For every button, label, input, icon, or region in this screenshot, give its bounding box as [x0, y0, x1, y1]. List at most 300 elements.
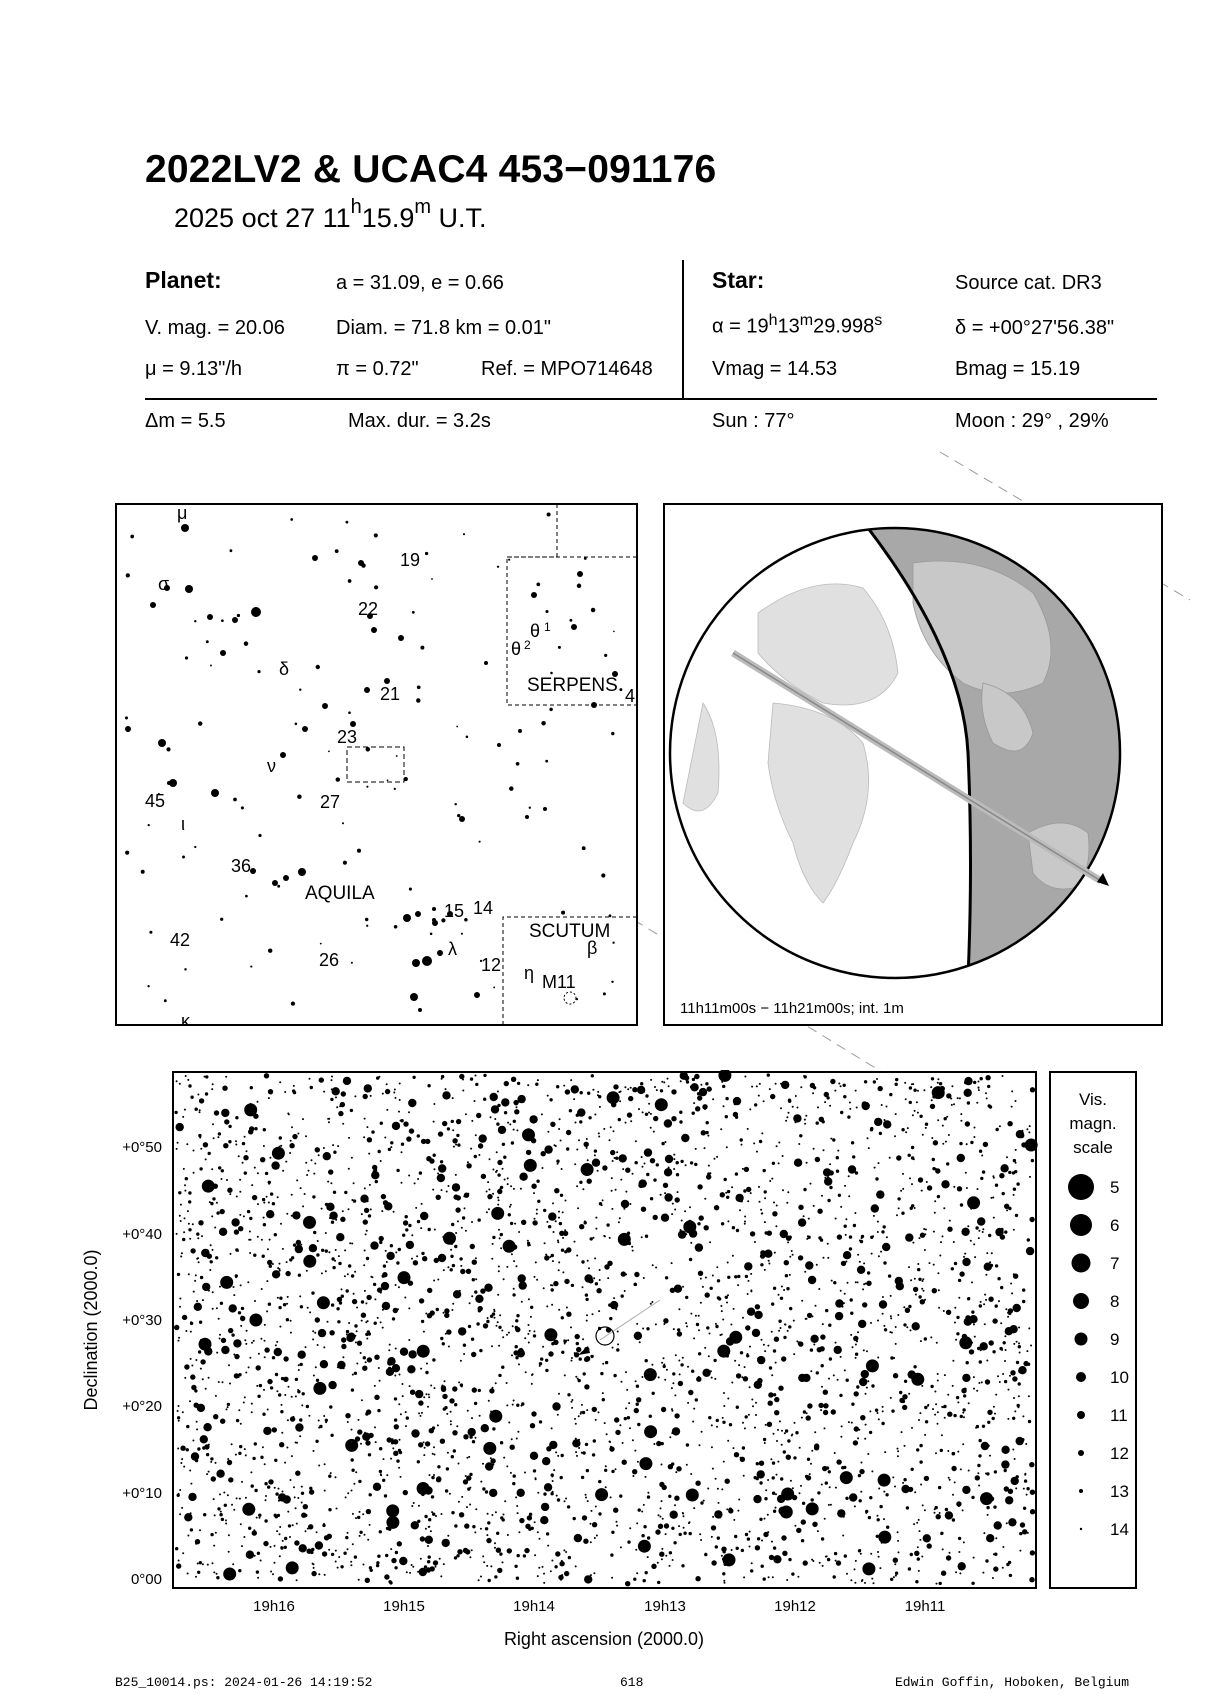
star-dot: [514, 1223, 516, 1225]
star-dot: [489, 1158, 491, 1160]
star-dot: [399, 1374, 401, 1376]
star-dot: [890, 1397, 892, 1399]
star-dot: [468, 1428, 476, 1436]
star-dot: [572, 1439, 580, 1447]
star-dot: [443, 1563, 445, 1565]
star-dot: [910, 1207, 913, 1210]
star-dot: [210, 1457, 213, 1460]
star-dot: [506, 1465, 508, 1467]
star-dot: [317, 1344, 319, 1346]
star-dot: [942, 1548, 944, 1550]
star-dot: [432, 907, 436, 911]
star-dot: [527, 1240, 529, 1242]
star-dot: [862, 1302, 867, 1307]
star-dot: [249, 1314, 262, 1327]
star-dot: [508, 1332, 510, 1334]
star-dot: [576, 1455, 578, 1457]
star-dot: [220, 918, 223, 921]
star-dot: [882, 1410, 884, 1412]
star-dot: [863, 1262, 865, 1264]
star-dot: [801, 1300, 803, 1302]
star-dot: [475, 1083, 478, 1086]
star-dot: [985, 1075, 990, 1080]
star-dot: [242, 1142, 245, 1145]
star-dot: [648, 1103, 650, 1105]
star-dot: [205, 1158, 207, 1160]
star-dot: [876, 1078, 878, 1080]
star-dot: [610, 1496, 612, 1498]
star-dot: [812, 1522, 817, 1527]
star-dot: [188, 1493, 196, 1501]
star-dot: [956, 1332, 959, 1335]
star-dot: [428, 1555, 431, 1558]
star-dot: [671, 1432, 673, 1434]
star-dot: [497, 1104, 500, 1107]
star-dot: [1016, 1182, 1019, 1185]
star-dot: [631, 1246, 633, 1248]
star-dot: [436, 1308, 439, 1311]
star-dot: [406, 1241, 414, 1249]
star-dot: [223, 1492, 225, 1494]
star-dot: [618, 1091, 620, 1093]
star-dot: [251, 1342, 253, 1344]
star-dot: [632, 1173, 634, 1175]
star-dot: [498, 1374, 501, 1377]
star-dot: [671, 1089, 676, 1094]
star-dot: [380, 1122, 383, 1125]
star-dot: [353, 1483, 355, 1485]
star-dot: [656, 1163, 659, 1166]
star-dot: [775, 1493, 777, 1495]
star-dot: [635, 1140, 637, 1142]
star-dot: [416, 698, 420, 702]
star-dot: [329, 1330, 334, 1335]
star-dot: [302, 1392, 305, 1395]
star-dot: [341, 1344, 346, 1349]
star-dot: [187, 1210, 189, 1212]
star-dot: [672, 1372, 675, 1375]
star-dot: [405, 1411, 407, 1413]
star-dot: [642, 1091, 644, 1093]
star-dot: [867, 1453, 869, 1455]
star-dot: [803, 1410, 806, 1413]
star-dot: [177, 1448, 179, 1450]
star-dot: [208, 1377, 210, 1379]
star-dot: [363, 1356, 366, 1359]
star-dot: [196, 1232, 199, 1235]
star-dot: [537, 1531, 539, 1533]
star-dot: [442, 1539, 450, 1547]
star-dot: [240, 1423, 242, 1425]
star-dot: [279, 1326, 281, 1328]
star-dot: [299, 1295, 301, 1297]
star-dot: [627, 1416, 630, 1419]
star-dot: [512, 1293, 515, 1296]
star-dot: [597, 1091, 599, 1093]
star-dot: [351, 962, 353, 964]
star-dot: [820, 1238, 823, 1241]
star-dot: [807, 1313, 812, 1318]
star-dot: [517, 1489, 525, 1497]
star-dot: [351, 1388, 354, 1391]
star-dot: [825, 1309, 828, 1312]
star-dot: [238, 1376, 240, 1378]
star-dot: [822, 1323, 824, 1325]
star-dot: [187, 1079, 189, 1081]
star-dot: [222, 1086, 227, 1091]
star-dot: [1000, 1234, 1005, 1239]
star-dot: [492, 1236, 495, 1239]
star-dot: [966, 1143, 968, 1145]
star-dot: [615, 1468, 617, 1470]
star-dot: [468, 1325, 471, 1328]
star-dot: [379, 1236, 384, 1241]
star-dot: [759, 1201, 761, 1203]
star-dot: [493, 986, 495, 988]
star-dot: [212, 1562, 214, 1564]
star-dot: [695, 1576, 700, 1581]
star-dot: [687, 1402, 689, 1404]
star-dot: [390, 1458, 392, 1460]
star-dot: [325, 1270, 327, 1272]
star-dot: [270, 1386, 273, 1389]
svg-text:+0°30: +0°30: [122, 1312, 162, 1329]
star-dot: [980, 1349, 982, 1351]
star-dot: [773, 1287, 776, 1290]
star-dot: [176, 1233, 178, 1235]
star-dot: [590, 1237, 593, 1240]
star-dot: [627, 1112, 632, 1117]
star-dot: [683, 1515, 685, 1517]
star-dot: [813, 1205, 815, 1207]
star-dot: [890, 1578, 893, 1581]
star-dot: [602, 1363, 604, 1365]
star-dot: [606, 1433, 608, 1435]
star-dot: [266, 1210, 274, 1218]
star-dot: [190, 1248, 195, 1253]
star-dot: [925, 1420, 928, 1423]
star-dot: [924, 1476, 929, 1481]
star-dot: [646, 1327, 649, 1330]
star-dot: [361, 1300, 364, 1303]
star-dot: [306, 1270, 308, 1272]
star-dot: [788, 1558, 791, 1561]
star-dot: [251, 1484, 254, 1487]
star-dot: [599, 1106, 601, 1108]
star-dot: [395, 1551, 398, 1554]
star-dot: [498, 1229, 500, 1231]
star-dot: [721, 1222, 724, 1225]
star-dot: [693, 1507, 695, 1509]
star-dot: [490, 1565, 492, 1567]
star-dot: [471, 1417, 473, 1419]
star-dot: [471, 1338, 474, 1341]
star-dot: [733, 1308, 735, 1310]
star-dot: [506, 1334, 508, 1336]
star-dot: [773, 1433, 775, 1435]
star-dot: [619, 1217, 621, 1219]
star-dot: [533, 1330, 535, 1332]
star-dot: [918, 1419, 920, 1421]
star-dot: [1018, 1342, 1020, 1344]
star-dot: [587, 1179, 592, 1184]
star-dot: [715, 1478, 717, 1480]
star-dot: [557, 1241, 559, 1243]
star-dot: [980, 1077, 983, 1080]
star-dot: [587, 1159, 589, 1161]
star-dot: [497, 1294, 499, 1296]
star-dot: [509, 1206, 511, 1208]
star-dot: [228, 1140, 231, 1143]
star-dot: [176, 1563, 181, 1568]
star-dot: [558, 1128, 560, 1130]
star-dot: [859, 1469, 864, 1474]
star-dot: [486, 1191, 488, 1193]
star-dot: [370, 1241, 378, 1249]
star-dot: [727, 1220, 729, 1222]
star-dot: [597, 1170, 599, 1172]
star-dot: [307, 1528, 309, 1530]
star-dot: [755, 1545, 760, 1550]
star-dot: [191, 1365, 193, 1367]
star-dot: [565, 1200, 567, 1202]
star-dot: [562, 1237, 564, 1239]
star-dot: [509, 786, 514, 791]
svg-text:19h12: 19h12: [774, 1598, 816, 1615]
star-dot: [811, 1559, 813, 1561]
star-dot: [141, 870, 145, 874]
star-dot: [263, 1128, 266, 1131]
star-dot: [844, 1293, 846, 1295]
star-dot: [392, 1447, 394, 1449]
star-dot: [567, 1393, 570, 1396]
star-dot: [566, 1147, 569, 1150]
star-dot: [799, 1134, 802, 1137]
star-dot: [558, 1211, 560, 1213]
star-dot: [717, 1279, 720, 1282]
star-dot: [227, 1460, 232, 1465]
star-dot: [902, 1188, 904, 1190]
star-dot: [571, 1360, 573, 1362]
star-dot: [561, 911, 565, 915]
star-dot: [267, 1260, 272, 1265]
star-dot: [1028, 1395, 1030, 1397]
star-dot: [751, 1399, 753, 1401]
star-dot: [571, 1357, 573, 1359]
star-dot: [536, 1279, 538, 1281]
star-dot: [920, 1484, 922, 1486]
star-dot: [289, 1143, 294, 1148]
star-dot: [661, 1500, 663, 1502]
star-dot: [516, 1129, 518, 1131]
star-dot: [906, 1506, 909, 1509]
star-dot: [901, 1212, 904, 1215]
star-dot: [920, 1233, 925, 1238]
star-dot: [400, 1348, 408, 1356]
star-dot: [869, 1496, 872, 1499]
star-dot: [915, 1580, 918, 1583]
star-dot: [418, 1008, 422, 1012]
star-dot: [370, 1276, 372, 1278]
star-dot: [440, 1337, 443, 1340]
star-dot: [744, 1076, 746, 1078]
star-dot: [768, 1260, 770, 1262]
star-dot: [636, 1522, 638, 1524]
star-dot: [725, 1554, 727, 1556]
star-dot: [497, 1091, 499, 1093]
star-dot: [817, 1530, 819, 1532]
star-dot: [893, 1558, 898, 1563]
star-dot: [363, 1564, 365, 1566]
star-dot: [571, 1401, 573, 1403]
star-dot: [594, 1154, 596, 1156]
star-dot: [254, 1442, 257, 1445]
star-dot: [272, 1427, 277, 1432]
star-dot: [934, 1200, 936, 1202]
star-dot: [895, 1113, 897, 1115]
star-dot: [716, 1156, 718, 1158]
star-dot: [298, 1274, 301, 1277]
star-dot: [947, 1450, 949, 1452]
star-dot: [863, 1283, 865, 1285]
star-dot: [596, 1535, 598, 1537]
star-dot: [771, 1374, 773, 1376]
star-dot: [635, 1161, 638, 1164]
star-dot: [936, 1583, 938, 1585]
star-dot: [702, 1286, 704, 1288]
star-dot: [938, 1307, 940, 1309]
star-dot: [991, 1252, 993, 1254]
star-dot: [544, 1328, 557, 1341]
star-dot: [777, 1429, 779, 1431]
star-dot: [875, 1409, 878, 1412]
star-dot: [228, 1551, 230, 1553]
star-dot: [978, 1089, 980, 1091]
star-dot: [774, 1397, 779, 1402]
star-dot: [301, 1502, 303, 1504]
star-dot: [789, 1256, 791, 1258]
star-dot: [1012, 1171, 1015, 1174]
star-dot: [883, 1325, 885, 1327]
star-dot: [800, 1485, 802, 1487]
star-dot: [579, 1357, 582, 1360]
star-dot: [607, 1277, 609, 1279]
star-dot: [279, 1081, 281, 1083]
star-dot: [667, 1078, 669, 1080]
star-dot: [388, 1367, 391, 1370]
star-dot: [1006, 1522, 1008, 1524]
star-dot: [834, 1552, 837, 1555]
star-dot: [697, 1095, 702, 1100]
star-dot: [542, 1457, 550, 1465]
star-dot: [552, 1402, 560, 1410]
star-dot: [885, 1493, 888, 1496]
star-dot: [771, 1331, 773, 1333]
star-dot: [680, 1230, 682, 1232]
star-dot: [991, 1197, 993, 1199]
star-dot: [994, 1521, 1002, 1529]
star-dot: [263, 1217, 265, 1219]
star-dot: [258, 834, 261, 837]
svg-text:η: η: [524, 963, 535, 983]
star-dot: [971, 1310, 974, 1313]
star-dot: [198, 1134, 201, 1137]
svg-text:θ: θ: [511, 639, 522, 659]
star-dot: [882, 1313, 884, 1315]
star-dot: [793, 1353, 795, 1355]
star-dot: [980, 1492, 993, 1505]
star-dot: [517, 1512, 519, 1514]
planet-orbit: a = 31.09, e = 0.66: [336, 272, 504, 294]
footer-author: Edwin Goffin, Hoboken, Belgium: [895, 1675, 1130, 1690]
star-dot: [489, 1388, 494, 1393]
star-dot: [890, 1317, 892, 1319]
star-dot: [246, 1330, 248, 1332]
star-dot: [319, 1425, 322, 1428]
star-dot: [754, 1311, 762, 1319]
star-dot: [337, 1320, 340, 1323]
star-dot: [417, 1220, 420, 1223]
star-dot: [593, 1572, 595, 1574]
star-dot: [405, 1228, 408, 1231]
star-dot: [582, 1515, 587, 1520]
star-dot: [490, 1116, 492, 1118]
star-dot: [200, 1276, 203, 1279]
star-dot: [361, 1313, 366, 1318]
star-dot: [910, 1279, 912, 1281]
star-dot: [619, 1424, 621, 1426]
star-dot: [228, 1328, 233, 1333]
star-dot: [345, 1413, 350, 1418]
star-dot: [207, 1564, 209, 1566]
star-dot: [365, 1361, 367, 1363]
star-dot: [683, 1527, 685, 1529]
star-dot: [214, 1514, 216, 1516]
star-dot: [318, 1573, 320, 1575]
star-dot: [445, 1489, 448, 1492]
star-dot: [993, 1406, 995, 1408]
star-dot: [498, 1270, 500, 1272]
star-dot: [647, 1495, 650, 1498]
star-dot: [737, 1510, 739, 1512]
star-dot: [544, 1242, 546, 1244]
star-dot: [337, 1567, 339, 1569]
star-dot: [624, 1086, 626, 1088]
star-dot: [725, 1479, 730, 1484]
star-dot: [619, 1100, 621, 1102]
star-dot: [736, 1229, 739, 1232]
star-dot: [377, 1409, 380, 1412]
star-dot: [817, 1106, 819, 1108]
star-dot: [506, 1404, 508, 1406]
star-dot: [470, 1244, 475, 1249]
star-dot: [678, 1381, 683, 1386]
star-dot: [502, 1561, 504, 1563]
star-dot: [822, 1565, 824, 1567]
star-dot: [432, 1160, 434, 1162]
star-dot: [515, 1319, 518, 1322]
star-dot: [265, 1172, 268, 1175]
star-dot: [590, 1541, 592, 1543]
star-dot: [953, 1186, 955, 1188]
star-dot: [550, 1570, 552, 1572]
star-dot: [992, 1175, 994, 1177]
star-dot: [199, 1098, 204, 1103]
star-dot: [518, 729, 522, 733]
star-dot: [666, 1369, 668, 1371]
star-dot: [828, 1378, 830, 1380]
star-dot: [916, 1101, 918, 1103]
